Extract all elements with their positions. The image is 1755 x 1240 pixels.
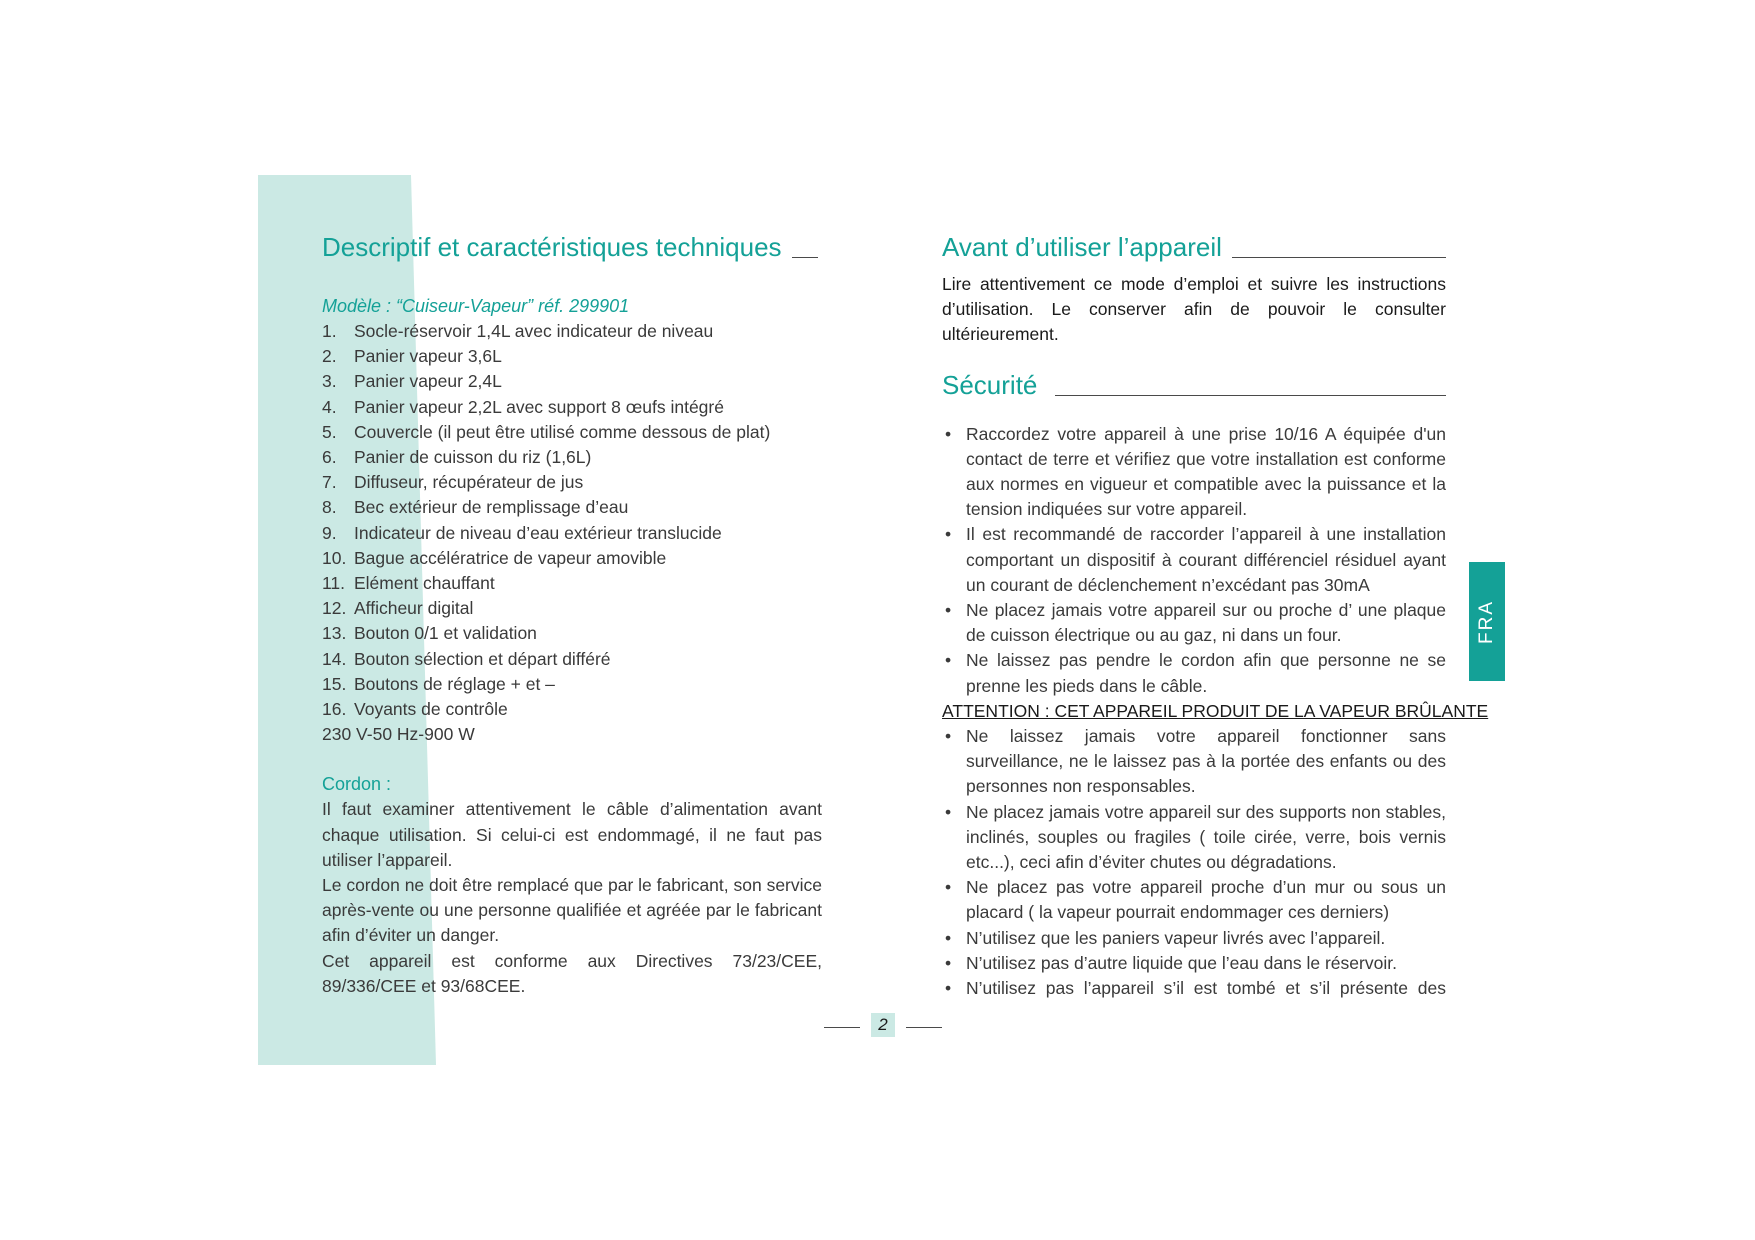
item-number: 10.	[322, 547, 347, 568]
list-item: • Ne laissez pas pendre le cordon afin que personne ne se prenne les pieds dans le câble.	[942, 648, 1446, 698]
left-column	[322, 230, 822, 999]
item-number: 11.	[322, 573, 346, 594]
item-text: Couvercle (il peut être utilisé comme dessous de plat)	[354, 421, 771, 442]
cord-paragraph: Cet appareil est conforme aux Directives 73/23/CEE, 89/336/CEE et 93/68CEE.	[322, 950, 822, 996]
language-tab	[1469, 562, 1505, 681]
intro-text: Lire attentivement ce mode d’emploi et suivre les instructions d’utilisation. Le conserver afin de pouvoir le consulter ultérieurement.	[942, 274, 1446, 345]
list-item	[322, 672, 822, 697]
item-text: Diffuseur, récupérateur de jus	[354, 472, 584, 493]
power-rating: 230 V-50 Hz-900 W	[322, 724, 475, 745]
item-number: 14.	[322, 648, 347, 669]
specs-title: Descriptif et caractéristiques techniques	[322, 232, 782, 262]
security-heading	[942, 368, 1446, 402]
list-item	[322, 697, 822, 722]
item-text: Elément chauffant	[354, 573, 495, 594]
cord-title: Cordon :	[322, 774, 392, 795]
item-text: Socle-réservoir 1,4L avec indicateur de niveau	[354, 321, 714, 341]
list-item	[322, 470, 822, 495]
security-title: Sécurité	[942, 369, 1038, 400]
list-item	[322, 420, 822, 445]
list-item: • N’utilisez que les paniers vapeur livrés avec l’appareil.	[942, 926, 1446, 951]
model-reference: Modèle : “Cuiseur-Vapeur” réf. 299901	[322, 296, 630, 316]
right-column	[942, 230, 1489, 1001]
item-text: Panier vapeur 2,4L	[354, 371, 502, 392]
safety-list-continued	[942, 724, 1446, 1001]
item-text: Indicateur de niveau d’eau extérieur translucide	[354, 522, 722, 543]
list-item	[322, 319, 822, 344]
item-number: 15.	[322, 673, 347, 694]
footer-rule-right	[906, 1027, 942, 1028]
list-item: • N’utilisez pas d’autre liquide que l’eau dans le réservoir.	[942, 951, 1446, 976]
list-item	[322, 621, 822, 646]
item-number: 1.	[322, 321, 337, 341]
item-number: 2.	[322, 346, 337, 367]
attention-warning: ATTENTION : CET APPAREIL PRODUIT DE LA VAPEUR BRÛLANTE	[942, 700, 1489, 721]
item-text: Bague accélératrice de vapeur amovible	[354, 547, 667, 568]
list-item	[322, 596, 822, 621]
list-item: • Il est recommandé de raccorder l’appareil à une installation comportant un dispositif à courant différenciel résiduel ayant un courant de déclenchement n’excédant pas 30mA	[942, 522, 1446, 598]
cord-paragraph: Le cordon ne doit être remplacé que par le fabricant, son service après-vente ou une personne qualifiée et agréée par le fabricant afin d’éviter un danger.	[322, 875, 823, 946]
item-number: 5.	[322, 421, 337, 442]
item-number: 16.	[322, 699, 347, 720]
footer-rule-left	[824, 1027, 860, 1028]
safety-list	[942, 422, 1446, 699]
list-item	[322, 495, 822, 520]
list-item: • Ne placez pas votre appareil proche d’un mur ou sous un placard ( la vapeur pourrait endommager ces derniers)	[942, 875, 1446, 925]
parts-list	[322, 319, 822, 722]
item-text: Bouton 0/1 et validation	[354, 623, 537, 644]
list-item	[322, 571, 822, 596]
list-item: • Ne placez jamais votre appareil sur ou proche d’ une plaque de cuisson électrique ou au gaz, ni dans un four.	[942, 598, 1446, 648]
item-text: Boutons de réglage + et –	[354, 673, 555, 694]
item-text: Panier de cuisson du riz (1,6L)	[354, 447, 592, 468]
item-text: Afficheur digital	[354, 598, 474, 619]
list-item	[322, 546, 822, 571]
item-text: Panier vapeur 3,6L	[354, 346, 502, 367]
item-number: 6.	[322, 447, 337, 468]
list-item: • Ne placez jamais votre appareil sur des supports non stables, inclinés, souples ou fragiles ( toile cirée, verre, bois vernis etc...), ceci afin d’éviter chutes ou dégradations.	[942, 800, 1446, 876]
list-item	[322, 395, 822, 420]
heading-rule	[792, 257, 818, 258]
specs-heading	[322, 230, 822, 264]
page-number-footer	[824, 1012, 942, 1038]
item-number: 13.	[322, 623, 347, 644]
list-item	[322, 647, 822, 672]
item-number: 9.	[322, 522, 337, 543]
item-number: 4.	[322, 396, 337, 417]
before-use-heading	[942, 230, 1446, 264]
item-number: 8.	[322, 497, 337, 518]
page-number: 2	[871, 1013, 895, 1037]
list-item	[322, 521, 822, 546]
item-number: 7.	[322, 472, 337, 493]
heading-rule	[1232, 257, 1446, 258]
list-item	[322, 369, 822, 394]
before-use-title: Avant d’utiliser l’appareil	[942, 232, 1222, 262]
language-label: FRA	[1476, 599, 1497, 644]
item-text: Panier vapeur 2,2L avec support 8 œufs intégré	[354, 396, 724, 417]
cord-paragraph: Il faut examiner attentivement le câble d’alimentation avant chaque utilisation. Si celui-ci est endommagé, il ne faut pas utiliser l’appareil.	[322, 799, 822, 870]
heading-rule	[1055, 395, 1446, 396]
list-item	[322, 445, 822, 470]
item-text: Bouton sélection et départ différé	[354, 648, 611, 669]
item-text: Voyants de contrôle	[354, 699, 508, 720]
item-text: Bec extérieur de remplissage d’eau	[354, 497, 629, 518]
item-number: 3.	[322, 371, 337, 392]
item-number: 12.	[322, 598, 347, 619]
list-item: • Ne laissez jamais votre appareil fonctionner sans surveillance, ne le laissez pas à la portée des enfants ou des personnes non responsables.	[942, 724, 1446, 800]
list-item: • N’utilisez pas l’appareil s’il est tombé et s’il présente des	[942, 976, 1446, 1001]
list-item: • Raccordez votre appareil à une prise 10/16 A équipée d'un contact de terre et vérifiez que votre installation est conforme aux normes en vigueur et compatible avec la puissance et la tension indiquées sur votre appareil.	[942, 422, 1446, 523]
list-item	[322, 344, 822, 369]
